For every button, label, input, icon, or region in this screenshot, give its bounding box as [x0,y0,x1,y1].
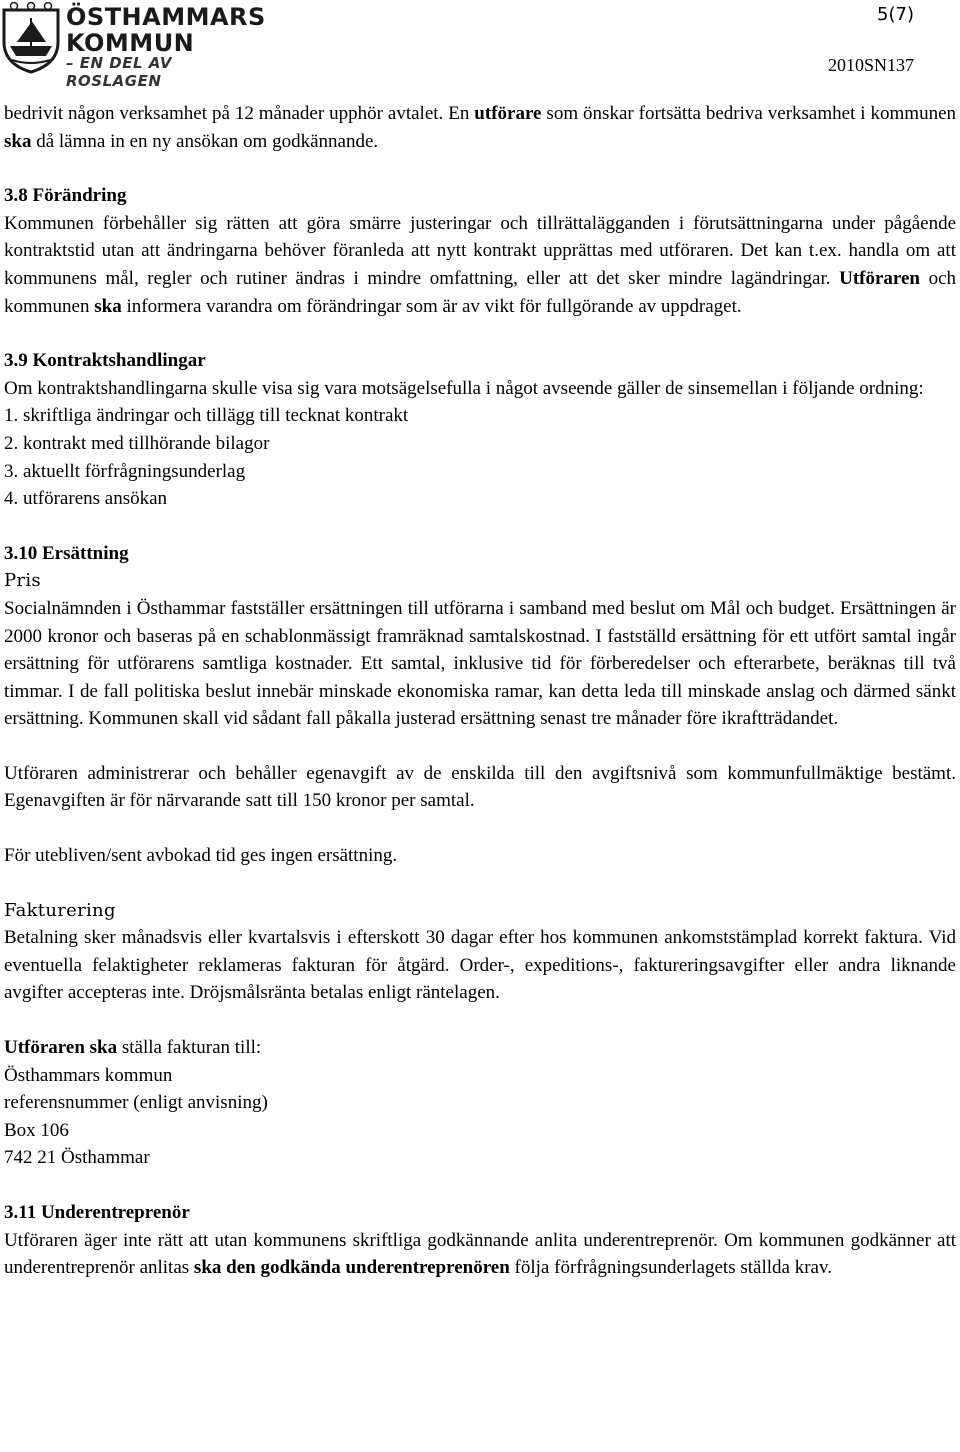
fakturering-subheading: Fakturering [4,899,116,921]
logo-tagline: – EN DEL AV ROSLAGEN [66,54,172,90]
page-number: 5(7) [877,4,914,25]
fakturering-paragraph: Betalning sker månadsvis eller kvartalsvis i efterskott 30 dagar efter hos kommunen ankomststämplad korrekt faktura. Vid eventuella felaktigheter reklameras fakturan för åtgärd. Order-, expeditions-, faktureringsavgifter eller andra liknande avgifter accepteras inte. Dröjsmålsränta betalas enligt räntelagen. [4,927,956,1004]
logo-line-2: KOMMUN [66,29,195,57]
section-3-11-heading: 3.11 Underentreprenör [4,1202,190,1223]
pris-paragraph: Socialnämnden i Östhammar fastställer ersättningen till utförarna i samband med beslut om Mål och budget. Ersättningen är 2000 kronor och baseras på en schablonmässigt framräknad samtalskostnad. I fastställd ersättning för ett utfört samtal ingår ersättning för utförarens samtliga kostnader. Ett samtal, inklusive tid för förberedelser och efterarbete, beräknas till två timmar. I de fall politiska beslut innebär minskade ekonomiska ramar, kan detta leda till minskade anslag och därmed sänkt ersättning. Kommunen skall vid sådant fall påkalla justerad ersättning senast tre månader före ikraftträdandet. [4,597,956,730]
invoice-address-line: Östhammars kommun [4,1064,173,1086]
section-3-10-heading: 3.10 Ersättning [4,542,129,564]
invoice-address-intro: Utföraren ska ställa fakturan till: [4,1037,262,1059]
invoice-address-line: 742 21 Östhammar [4,1147,150,1169]
section-3-8-text: Kommunen förbehåller sig rätten att göra smärre justeringar och tillrättalägganden i förutsättningarna under pågående kontraktstid utan att ändringarna behöver föranleda att nytt kontrakt upprättas med utföraren. Det kan t.ex. handla om att kommunens mål, regler och rutiner ändras i mindre omfattning, eller att det sker mindre lagändringar. Utföraren och kommunen ska informera varandra om förändringar som är av vikt för fullgörande av uppdraget. [4,212,957,317]
document-body [4,100,956,1282]
section-3-9-text: Om kontraktshandlingarna skulle visa sig vara motsägelsefulla i något avseende gäller de sinsemellan i följande ordning: [4,377,924,399]
municipality-logo [2,2,266,90]
section-3-8-heading: 3.8 Förändring [4,185,127,207]
document-reference: 2010SN137 [827,55,914,75]
intro-paragraph: bedrivit någon verksamhet på 12 månader upphör avtalet. En utförare som önskar fortsätta bedriva verksamhet i kommunen ska då lämna in en ny ansökan om godkännande. [4,103,957,152]
logo-line-1: ÖSTHAMMARS [66,3,266,31]
logo-wordmark [66,4,266,56]
egenavgift-paragraph: Utföraren administrerar och behåller egenavgift av de enskilda till den avgiftsnivå som kommunfullmäktige bestämt. Egenavgiften är för närvarande satt till 150 kronor per samtal. [4,762,956,812]
pris-subheading: Pris [4,570,41,592]
precedence-list-item: 3. aktuellt förfrågningsunderlag [4,460,246,482]
invoice-address-line: referensnummer (enligt anvisning) [4,1092,268,1114]
precedence-list-item: 2. kontrakt med tillhörande bilagor [4,432,270,454]
section-3-11-text: Utföraren äger inte rätt att utan kommunens skriftliga godkännande anlita underentreprenör. Om kommunen godkänner att underentreprenör anlitas ska den godkända underentreprenören följa förfrågningsunderlagets ställda krav. [4,1229,956,1279]
coat-of-arms-icon [2,2,60,74]
precedence-list-item: 1. skriftliga ändringar och tillägg till tecknat kontrakt [4,405,409,427]
precedence-list-item: 4. utförarens ansökan [4,488,168,510]
section-3-9-heading: 3.9 Kontraktshandlingar [4,350,206,372]
invoice-address-line: Box 106 [4,1119,69,1141]
utebliven-paragraph: För utebliven/sent avbokad tid ges ingen ersättning. [4,845,398,867]
